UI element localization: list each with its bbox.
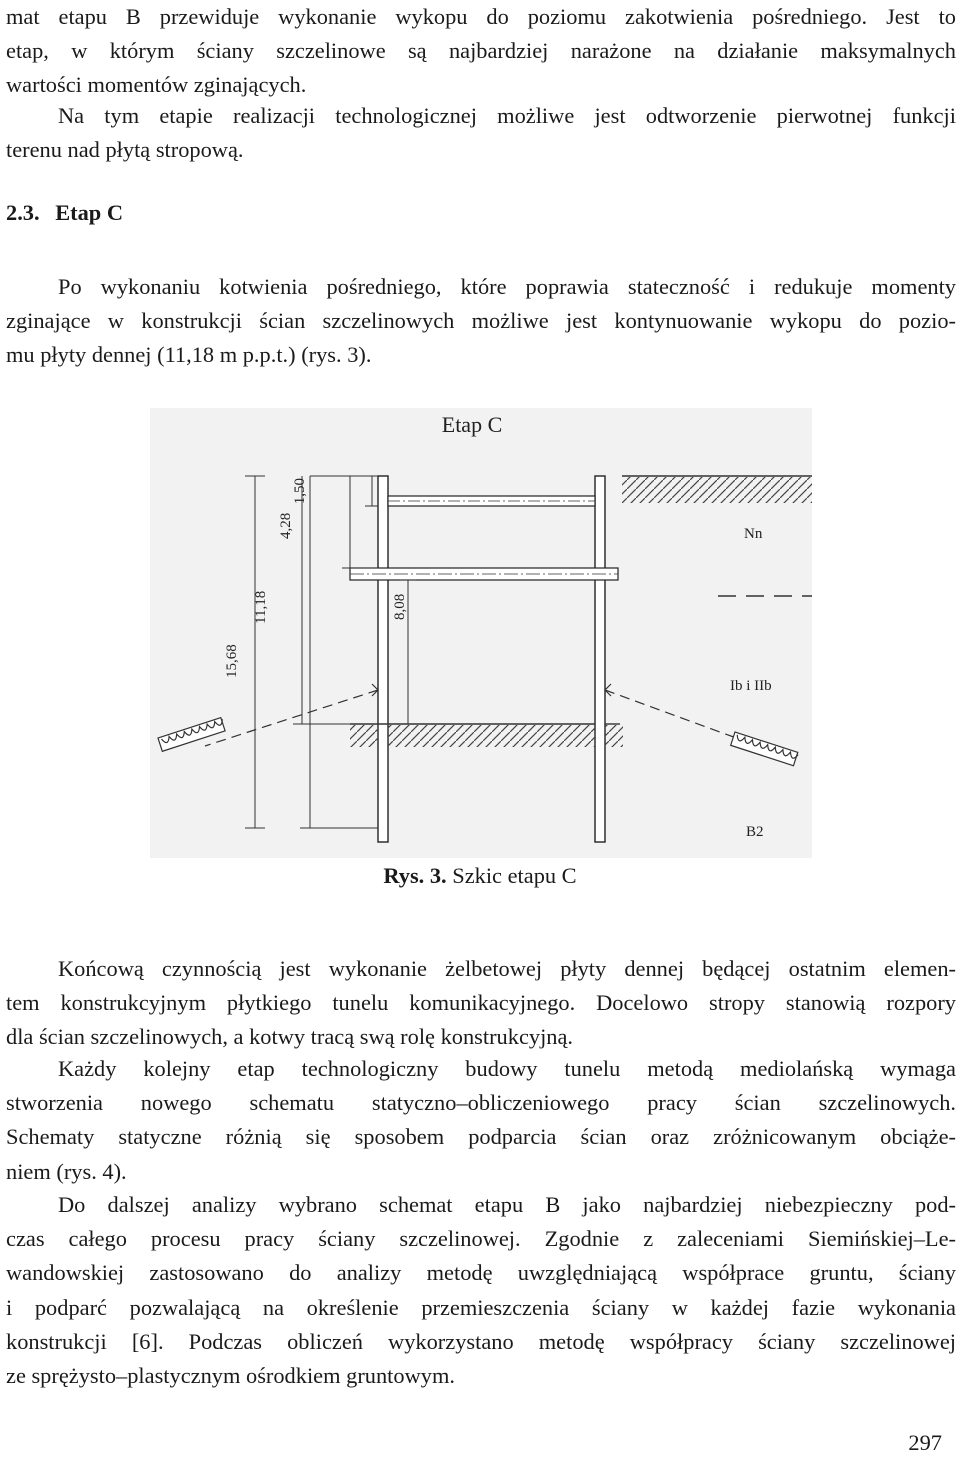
bottom-hatch-middle bbox=[388, 725, 595, 747]
text-line: Schematy statyczne różnią się sposobem podparcia ścian oraz zróżnicowanym obciąże- bbox=[6, 1124, 956, 1150]
text-line: etap, w którym ściany szczelinowe są najbardziej narażone na działanie maksymalnych bbox=[6, 38, 956, 64]
figure-caption bbox=[0, 863, 960, 889]
right-diaphragm-wall bbox=[595, 476, 605, 842]
paragraph-6 bbox=[6, 1188, 956, 1393]
text-line: Na tym etapie realizacji technologicznej możliwe jest odtworzenie pierwotnej funkcji bbox=[58, 103, 956, 128]
layer-label-nn: Nn bbox=[744, 526, 763, 542]
text-line: czas całego procesu pracy ściany szczelinowej. Zgodnie z zaleceniami Siemińskiej–Le- bbox=[6, 1226, 956, 1252]
figure-etap-c bbox=[150, 408, 812, 858]
text-line: wandowskiej zastosowano do analizy metodę uwzględniającą współprace gruntu, ściany bbox=[6, 1260, 956, 1286]
figure-title: Etap C bbox=[441, 412, 503, 437]
text-line: mu płyty dennej (11,18 m p.p.t.) (rys. 3). bbox=[6, 342, 372, 368]
paragraph-1 bbox=[6, 0, 956, 103]
text-line: mat etapu B przewiduje wykonanie wykopu do poziomu zakotwienia pośredniego. Jest to bbox=[6, 4, 956, 29]
paragraph-5 bbox=[6, 1052, 956, 1189]
text-line: wartości momentów zginających. bbox=[6, 72, 307, 98]
excavation-diagram bbox=[150, 408, 812, 858]
section-title: Etap C bbox=[55, 200, 124, 225]
text-line: ze sprężysto–plastycznym ośrodkiem gruntowym. bbox=[6, 1363, 455, 1389]
ground-hatch-top bbox=[622, 477, 812, 503]
paragraph-2 bbox=[6, 99, 956, 167]
dim-4-28: 4,28 bbox=[278, 512, 294, 539]
layer-label-ib-iib: Ib i IIb bbox=[730, 678, 772, 694]
left-diaphragm-wall bbox=[378, 476, 388, 842]
layer-label-b2: B2 bbox=[746, 824, 764, 840]
dim-8-08: 8,08 bbox=[392, 593, 408, 620]
caption-label: Rys. 3. bbox=[383, 863, 447, 888]
text-line: niem (rys. 4). bbox=[6, 1158, 127, 1184]
page-number: 297 bbox=[908, 1430, 942, 1455]
text-line: dla ścian szczelinowych, a kotwy tracą swą rolę konstrukcyjną. bbox=[6, 1024, 574, 1050]
text-line: tem konstrukcyjnym płytkiego tunelu komunikacyjnego. Docelowo stropy stanowią rozpory bbox=[6, 990, 956, 1016]
text-line: i podparć pozwalającą na określenie przemieszczenia ściany w każdej fazie wykonania bbox=[6, 1294, 956, 1320]
text-line: Każdy kolejny etap technologiczny budowy tunelu metodą mediolańską wymaga bbox=[58, 1056, 956, 1081]
text-line: Końcową czynnością jest wykonanie żelbetowej płyty dennej będącej ostatnim elemen- bbox=[58, 956, 956, 981]
section-number: 2.3. bbox=[6, 200, 40, 225]
bottom-hatch-right bbox=[605, 725, 623, 747]
dim-1-50: 1,50 bbox=[292, 478, 308, 505]
bottom-hatch-left bbox=[350, 725, 378, 747]
text-line: zginające w konstrukcji ścian szczelinowych możliwe jest kontynuowanie wykopu do pozio- bbox=[6, 308, 956, 334]
text-line: konstrukcji [6]. Podczas obliczeń wykorzystano metodę współpracy ściany szczelinowej bbox=[6, 1328, 956, 1354]
dim-15-68: 15,68 bbox=[224, 644, 240, 678]
text-line: terenu nad płytą stropową. bbox=[6, 137, 244, 163]
paragraph-4 bbox=[6, 952, 956, 1055]
text-line: Po wykonaniu kotwienia pośredniego, które poprawia stateczność i redukuje momenty bbox=[58, 274, 956, 299]
paragraph-3 bbox=[6, 270, 956, 373]
text-line: Do dalszej analizy wybrano schemat etapu B jako najbardziej niebezpieczny pod- bbox=[58, 1192, 956, 1217]
text-line: stworzenia nowego schematu statyczno–obliczeniowego pracy ścian szczelinowych. bbox=[6, 1090, 956, 1116]
caption-text: Szkic etapu C bbox=[446, 863, 577, 888]
section-heading bbox=[6, 200, 123, 226]
dim-11-18: 11,18 bbox=[253, 590, 269, 624]
